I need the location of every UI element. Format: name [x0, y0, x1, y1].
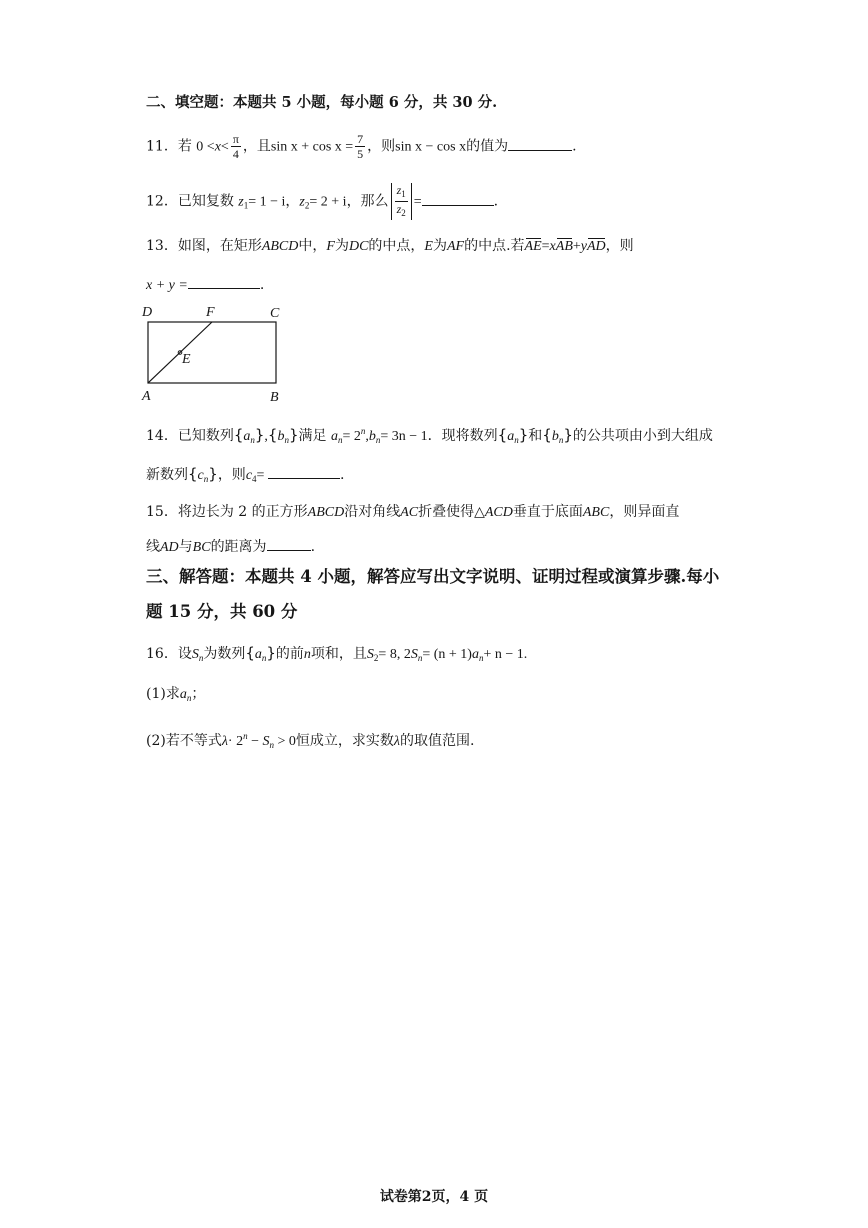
question-number: 15． [146, 504, 178, 520]
question-13: 13．如图，在矩形ABCD中，F为DC的中点，E为AF的中点.若AE=xAB+yAD，则 [146, 236, 634, 257]
label-F: F [206, 305, 215, 320]
question-16-part1: (1)求$a_n$； [146, 686, 206, 703]
rectangle-ABCD [148, 322, 276, 383]
question-14-line2: 新数列$\{c_n\}$，则$c_4=$ . [146, 465, 345, 484]
answer-blank [508, 136, 572, 151]
question-number: 16． [146, 646, 178, 662]
question-11: 11．若 0 <x< $\frac{\pi}{4}$ ，且sin x + cos x = $\frac{7}{5}$ ，则sin x − cos x的值为 . [146, 132, 577, 161]
vector-AD: AD [587, 237, 606, 257]
question-number: 11． [146, 138, 178, 155]
question-16: 16．设$S_n$为数列$\{a_n\}$的前n项和，且$S_2= 8$, $2S_n= (n + 1)a_n+ n - 1$. [146, 644, 528, 663]
label-B: B [270, 390, 279, 405]
vector-AE: AE [525, 237, 542, 257]
label-C: C [270, 306, 280, 321]
answer-blank [188, 274, 260, 289]
vector-AB: AB [556, 237, 573, 257]
question-number: 12． [146, 193, 178, 210]
section3-heading-line2: 题 15 分，共 60 分 [146, 602, 298, 621]
question-15-line2: 线AD与BC的距离为 . [146, 536, 315, 558]
page-footer: 试卷第2页，4 页 [379, 1189, 489, 1205]
question-16-part2: (2)若不等式$\lambda\cdot 2^n - S_n > 0$恒成立，求实数λ的取值范围. [146, 731, 475, 750]
answer-blank [268, 464, 340, 479]
rectangle-figure [136, 298, 296, 408]
question-13-line2: x + y = . [146, 274, 264, 296]
question-number: 13． [146, 238, 178, 254]
modulus-quotient: $\frac{z_1}{z_2}$ [391, 183, 412, 220]
question-15: 15．将边长为 2 的正方形ABCD沿对角线AC折叠使得△ACD垂直于底面ABC，则异面直 [146, 504, 680, 520]
question-14: 14．已知数列$\{a_n\},\{b_n\}$满足 $a_n= 2^n,b_n= 3n - 1$．现将数列$\{a_n\}$和$\{b_n\}$的公共项由小到大组成 [146, 426, 713, 445]
answer-blank [267, 536, 311, 551]
question-12: 12．已知复数 $z_1= 1 - i$，$z_2= 2 + i$，那么 $\frac{z_1}{z_2}$ = . [146, 183, 499, 218]
fraction-pi-over-4: $\frac{\pi}{4}$ [232, 132, 239, 161]
label-D: D [142, 305, 153, 320]
label-E: E [182, 352, 191, 367]
question-number: 14． [146, 428, 178, 444]
answer-blank [422, 191, 494, 206]
section3-heading: 三、解答题：本题共 4 小题，解答应写出文字说明、证明过程或演算步骤.每小 [146, 567, 720, 586]
segment-AF [148, 322, 212, 383]
label-A: A [142, 389, 151, 404]
section2-heading: 二、填空题：本题共 5 小题，每小题 6 分，共 30 分. [146, 94, 498, 111]
fraction-7-over-5: $\frac{7}{5}$ [357, 132, 364, 161]
